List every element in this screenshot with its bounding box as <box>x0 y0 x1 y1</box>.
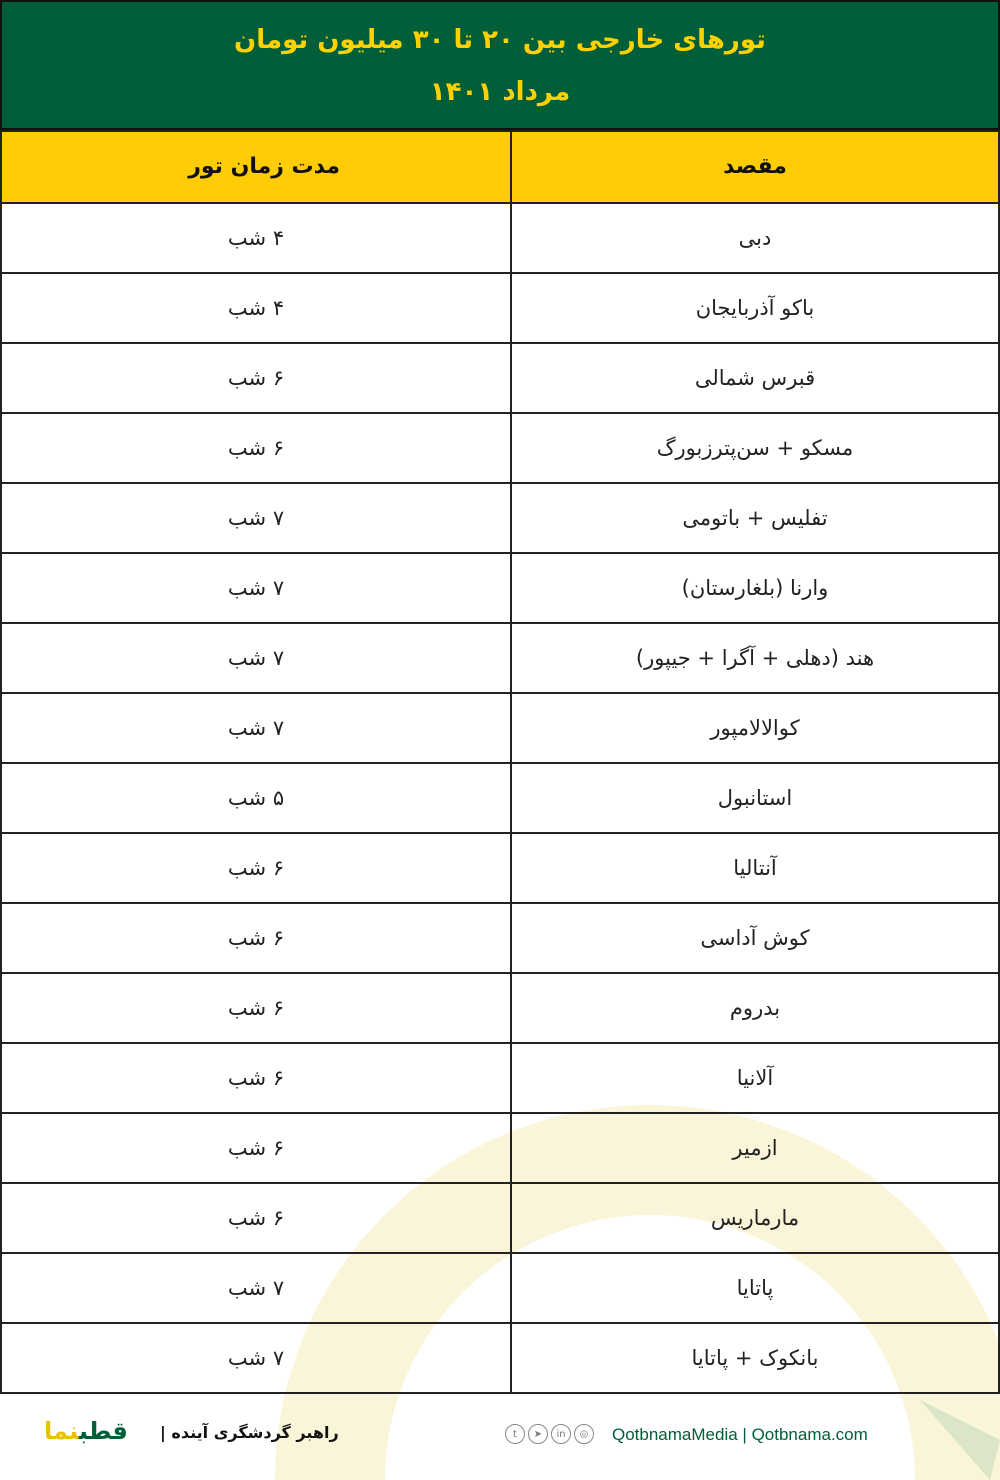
duration-cell: ۴ شب <box>227 296 285 320</box>
table-row <box>0 344 1000 414</box>
destination-cell: بدروم <box>510 974 998 1042</box>
table-row <box>0 974 1000 1044</box>
destination-cell: آنتالیا <box>510 834 998 902</box>
duration-cell: ۶ شب <box>227 436 285 460</box>
table-row <box>0 274 1000 344</box>
linkedin-icon[interactable]: in <box>551 1424 571 1444</box>
table-row <box>0 834 1000 904</box>
table-row <box>0 554 1000 624</box>
column-header-duration: مدت زمان تور <box>188 154 340 179</box>
tours-table <box>0 130 1000 1394</box>
telegram-icon[interactable]: ➤ <box>528 1424 548 1444</box>
destination-cell: دبی <box>510 204 998 272</box>
column-header-destination: مقصد <box>510 132 998 202</box>
destination-cell: تفلیس + باتومی <box>510 484 998 552</box>
duration-cell: ۶ شب <box>227 1066 285 1090</box>
duration-cell: ۶ شب <box>227 366 285 390</box>
website-link[interactable]: Qotbnama.com <box>751 1425 868 1444</box>
duration-cell: ۷ شب <box>227 716 285 740</box>
table-row <box>0 414 1000 484</box>
duration-cell: ۷ شب <box>227 1276 285 1300</box>
destination-cell: قبرس شمالی <box>510 344 998 412</box>
table-header-row <box>0 130 1000 204</box>
social-icons <box>505 1424 594 1444</box>
destination-cell: آلانیا <box>510 1044 998 1112</box>
table-row <box>0 1114 1000 1184</box>
destination-cell: هند (دهلی + آگرا + جیپور) <box>510 624 998 692</box>
duration-cell: ۴ شب <box>227 226 285 250</box>
table-row <box>0 204 1000 274</box>
table-row <box>0 484 1000 554</box>
page-title: تورهای خارجی بین ۲۰ تا ۳۰ میلیون تومان <box>234 25 766 55</box>
table-row <box>0 624 1000 694</box>
duration-cell: ۶ شب <box>227 856 285 880</box>
twitter-icon[interactable]: t <box>505 1424 525 1444</box>
destination-cell: وارنا (بلغارستان) <box>510 554 998 622</box>
duration-cell: ۷ شب <box>227 1346 285 1370</box>
duration-cell: ۶ شب <box>227 926 285 950</box>
table-row <box>0 694 1000 764</box>
destination-cell: پاتایا <box>510 1254 998 1322</box>
table-row <box>0 1184 1000 1254</box>
duration-cell: ۶ شب <box>227 1136 285 1160</box>
footer-links <box>612 1424 868 1446</box>
destination-cell: ازمیر <box>510 1114 998 1182</box>
destination-cell: مسکو + سن‌پترزبورگ <box>510 414 998 482</box>
destination-cell: باکو آذربایجان <box>510 274 998 342</box>
table-row <box>0 904 1000 974</box>
duration-cell: ۷ شب <box>227 576 285 600</box>
social-handle[interactable]: QotbnamaMedia <box>612 1425 738 1444</box>
table-row <box>0 1044 1000 1114</box>
table-row <box>0 1254 1000 1324</box>
separator: | <box>742 1425 747 1444</box>
instagram-icon[interactable]: ◎ <box>574 1424 594 1444</box>
table-row <box>0 764 1000 834</box>
brand-logo: قطبنما <box>44 1417 128 1445</box>
duration-cell: ۷ شب <box>227 506 285 530</box>
destination-cell: کوالالامپور <box>510 694 998 762</box>
page-subtitle: مرداد ۱۴۰۱ <box>429 77 571 107</box>
destination-cell: کوش آداسی <box>510 904 998 972</box>
duration-cell: ۵ شب <box>227 786 285 810</box>
duration-cell: ۶ شب <box>227 1206 285 1230</box>
destination-cell: مارماریس <box>510 1184 998 1252</box>
title-banner <box>0 0 1000 130</box>
destination-cell: بانکوک + پاتایا <box>510 1324 998 1392</box>
table-row <box>0 1324 1000 1394</box>
duration-cell: ۷ شب <box>227 646 285 670</box>
table-body <box>0 204 1000 1394</box>
duration-cell: ۶ شب <box>227 996 285 1020</box>
destination-cell: استانبول <box>510 764 998 832</box>
footer <box>0 1400 1000 1480</box>
slogan: راهبر گردشگری آینده | <box>160 1423 339 1442</box>
